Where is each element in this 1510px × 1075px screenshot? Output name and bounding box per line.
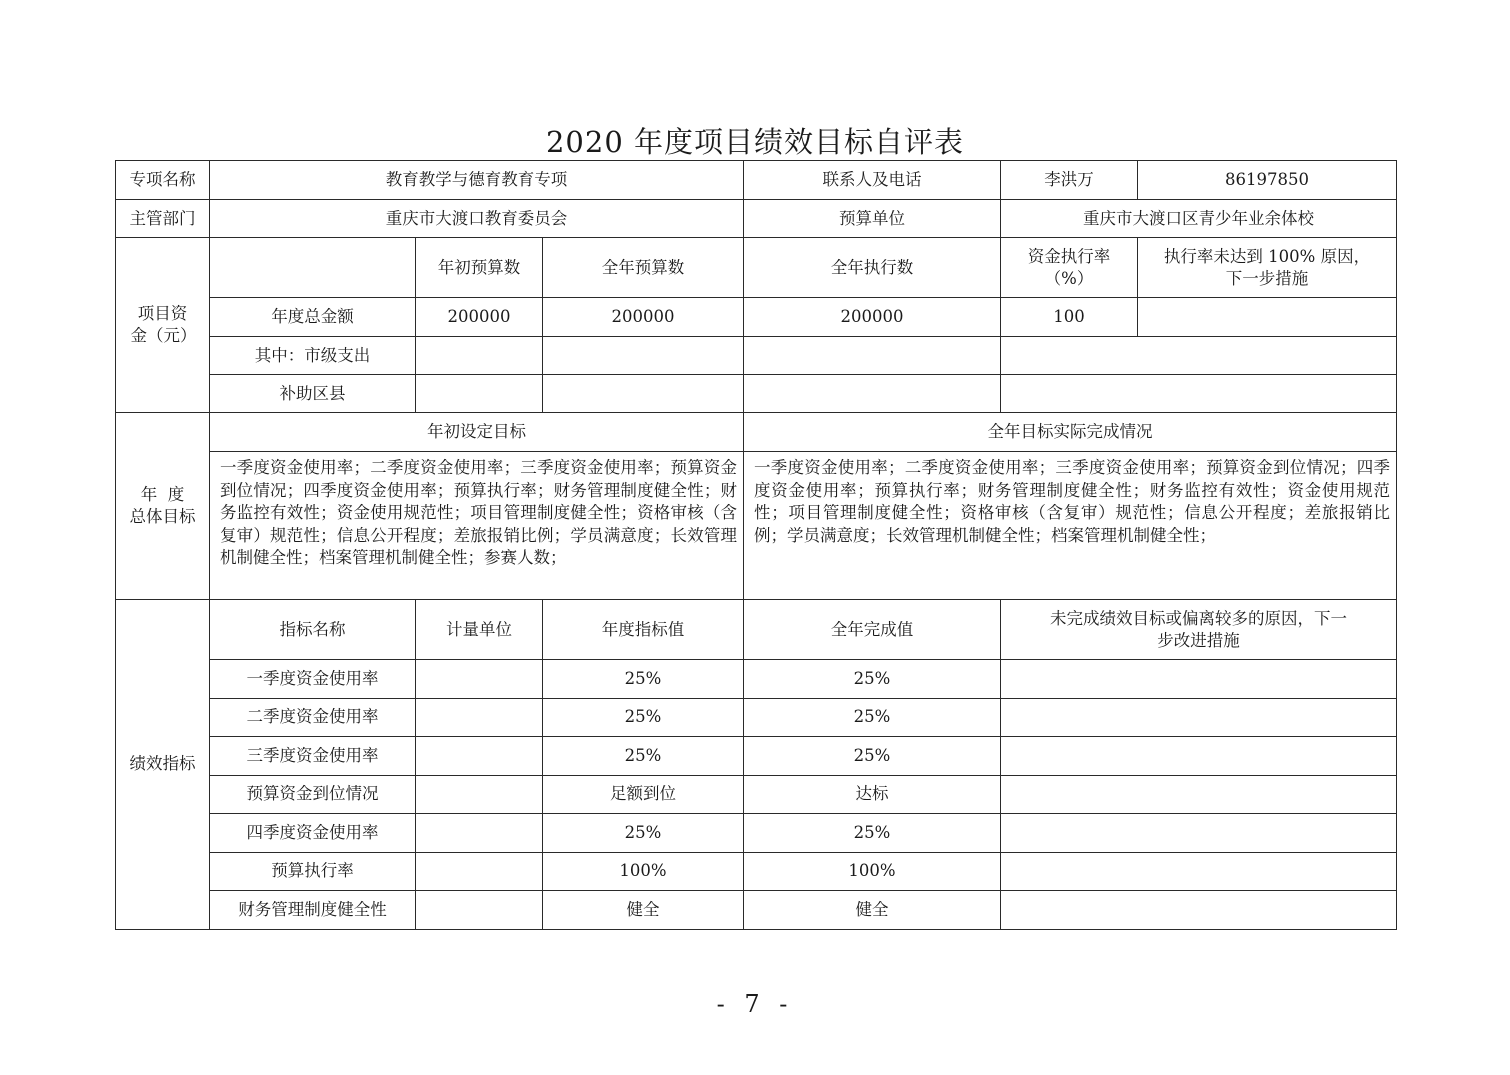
header-row-dept xyxy=(116,200,1397,238)
table-row xyxy=(116,660,1397,699)
funds-row xyxy=(116,375,1397,413)
budget-unit-value: 重庆市大渡口区青少年业余体校 xyxy=(1001,200,1397,238)
funds-col-rate: 资金执行率（%） xyxy=(1001,238,1138,298)
indicator-actual: 25% xyxy=(744,660,1001,699)
indicators-header-row xyxy=(116,600,1397,660)
funds-row-annual xyxy=(543,375,744,413)
table-row xyxy=(116,814,1397,853)
indicator-actual: 25% xyxy=(744,814,1001,853)
indicator-target: 25% xyxy=(543,737,744,776)
funds-row-annual: 200000 xyxy=(543,298,744,337)
indicator-actual: 25% xyxy=(744,737,1001,776)
goals-section-label: 年 度 总体目标 xyxy=(116,413,210,600)
page-number: - 7 - xyxy=(716,990,794,1018)
funds-row-executed xyxy=(744,375,1001,413)
funds-row xyxy=(116,337,1397,375)
indicator-name: 三季度资金使用率 xyxy=(210,737,416,776)
table-row xyxy=(116,891,1397,930)
indicator-reason xyxy=(1001,814,1397,853)
project-name-value: 教育教学与德育教育专项 xyxy=(210,161,744,200)
indicator-unit xyxy=(416,852,543,891)
funds-row-initial xyxy=(416,375,543,413)
dept-value: 重庆市大渡口教育委员会 xyxy=(210,200,744,238)
indicator-name: 二季度资金使用率 xyxy=(210,698,416,737)
goals-text-row xyxy=(116,452,1397,600)
indicators-col-actual: 全年完成值 xyxy=(744,600,1001,660)
funds-header-row xyxy=(116,238,1397,298)
funds-row-executed: 200000 xyxy=(744,298,1001,337)
table-row xyxy=(116,775,1397,814)
indicators-col-unit: 计量单位 xyxy=(416,600,543,660)
table-row xyxy=(116,737,1397,776)
table-row xyxy=(116,852,1397,891)
indicator-actual: 100% xyxy=(744,852,1001,891)
indicator-reason xyxy=(1001,891,1397,930)
performance-form-table xyxy=(115,160,1397,930)
indicator-name: 预算执行率 xyxy=(210,852,416,891)
indicator-name: 预算资金到位情况 xyxy=(210,775,416,814)
page-title: 2020 年度项目绩效目标自评表 xyxy=(545,125,965,159)
funds-row-reason xyxy=(1138,298,1397,337)
contact-name-value: 李洪万 xyxy=(1001,161,1138,200)
indicator-actual: 健全 xyxy=(744,891,1001,930)
indicator-unit xyxy=(416,698,543,737)
goals-actual-text: 一季度资金使用率；二季度资金使用率；三季度资金使用率；预算资金到位情况；四季度资金使用率；预算执行率；财务管理制度健全性；财务监控有效性；资金使用规范性；项目管理制度健全性；资格审核（含复审）规范性；信息公开程度；差旅报销比例；学员满意度；长效管理机制健全性；档案管理机制健全性； xyxy=(744,452,1397,600)
indicator-target: 100% xyxy=(543,852,744,891)
indicator-unit xyxy=(416,775,543,814)
funds-row-rate xyxy=(1001,375,1397,413)
indicator-reason xyxy=(1001,775,1397,814)
goals-initial-text: 一季度资金使用率；二季度资金使用率；三季度资金使用率；预算资金到位情况；四季度资金使用率；预算执行率；财务管理制度健全性；财务监控有效性；资金使用规范性；项目管理制度健全性；资格审核（含复审）规范性；信息公开程度；差旅报销比例；学员满意度；长效管理机制健全性；档案管理机制健全性；参赛人数； xyxy=(210,452,744,600)
funds-row-initial xyxy=(416,337,543,375)
indicator-unit xyxy=(416,814,543,853)
funds-row-label: 其中：市级支出 xyxy=(210,337,416,375)
indicator-name: 四季度资金使用率 xyxy=(210,814,416,853)
indicator-actual: 25% xyxy=(744,698,1001,737)
goals-header-row xyxy=(116,413,1397,452)
funds-col-initial: 年初预算数 xyxy=(416,238,543,298)
indicator-name: 财务管理制度健全性 xyxy=(210,891,416,930)
funds-section-label: 项目资金（元） xyxy=(116,238,210,413)
project-name-label: 专项名称 xyxy=(116,161,210,200)
indicator-reason xyxy=(1001,852,1397,891)
indicator-target: 25% xyxy=(543,660,744,699)
indicator-target: 足额到位 xyxy=(543,775,744,814)
funds-row-label: 补助区县 xyxy=(210,375,416,413)
funds-row-annual xyxy=(543,337,744,375)
indicator-unit xyxy=(416,737,543,776)
table-row xyxy=(116,698,1397,737)
indicators-col-target: 年度指标值 xyxy=(543,600,744,660)
indicator-actual: 达标 xyxy=(744,775,1001,814)
indicator-reason xyxy=(1001,698,1397,737)
funds-row-rate: 100 xyxy=(1001,298,1138,337)
goals-initial-header: 年初设定目标 xyxy=(210,413,744,452)
indicator-reason xyxy=(1001,660,1397,699)
goals-actual-header: 全年目标实际完成情况 xyxy=(744,413,1397,452)
funds-col-executed: 全年执行数 xyxy=(744,238,1001,298)
contact-phone-value: 86197850 xyxy=(1138,161,1397,200)
funds-row-rate xyxy=(1001,337,1397,375)
header-row-project xyxy=(116,161,1397,200)
indicator-unit xyxy=(416,891,543,930)
funds-row-initial: 200000 xyxy=(416,298,543,337)
funds-row-label: 年度总金额 xyxy=(210,298,416,337)
indicator-target: 健全 xyxy=(543,891,744,930)
budget-unit-label: 预算单位 xyxy=(744,200,1001,238)
indicators-col-reason: 未完成绩效目标或偏离较多的原因，下一步改进措施 xyxy=(1001,600,1397,660)
funds-col-annual: 全年预算数 xyxy=(543,238,744,298)
indicators-col-name: 指标名称 xyxy=(210,600,416,660)
indicator-name: 一季度资金使用率 xyxy=(210,660,416,699)
indicator-target: 25% xyxy=(543,698,744,737)
contact-label: 联系人及电话 xyxy=(744,161,1001,200)
funds-col-reason: 执行率未达到 100% 原因，下一步措施 xyxy=(1138,238,1397,298)
funds-row xyxy=(116,298,1397,337)
funds-blank-header xyxy=(210,238,416,298)
dept-label: 主管部门 xyxy=(116,200,210,238)
indicator-unit xyxy=(416,660,543,699)
indicator-target: 25% xyxy=(543,814,744,853)
indicator-reason xyxy=(1001,737,1397,776)
funds-row-executed xyxy=(744,337,1001,375)
indicators-section-label: 绩效指标 xyxy=(116,600,210,930)
